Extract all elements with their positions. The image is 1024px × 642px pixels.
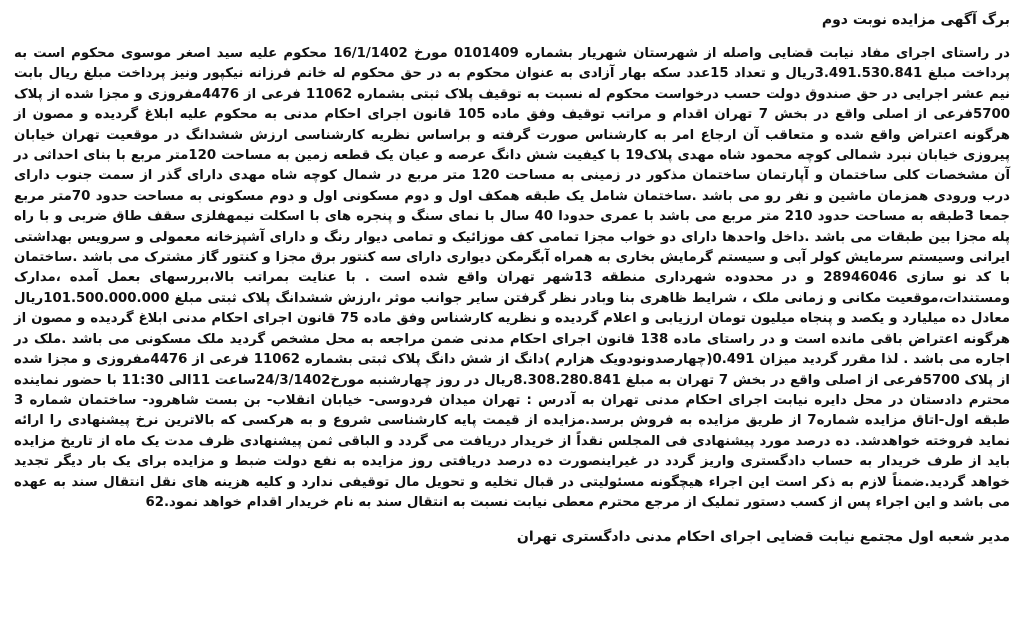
notice-title: برگ آگهی مزایده نوبت دوم [821, 12, 1010, 28]
notice-body: در راستای اجرای مفاد نیابت قضایی واصله از شهرستان شهریار بشماره 0101409 مورخ 16/1/1402 محکوم علیه سید اصغر موسوی محکوم است به پرداخت مبلغ 3.491.530.841ریال و تعداد 15عدد سکه بهار آزادی به عنوان محکوم به در حق محکوم له خانم فرزانه نیکپور ونیز پرداخت مبلغ ریال بابت نیم عشر اجرایی در حق صندوق دولت حسب درخواست محکوم له نسبت به توقیف پلاک ثبتی بشماره 11062 فرعی از 4476مفروزی و مجزا شده از پلاک 5700فرعی از اصلی واقع در بخش 7 تهران اقدام و مراتب توقیف وفق ماده 105 قانون اجرای احکام مدنی به محکوم علیه ابلاغ گردیده و مصون از هرگونه اعتراض واقع شده و متعاقب آن ارجاع امر به کارشناس صورت گرفته و براساس نظریه کارشناسی ارزش ششدانگ در موقعیت تهران خیابان پیروزی خیابان نبرد شمالی کوچه محمود شاه مهدی پلاک19 با کیفیت شش دانگ عرصه و عیان یک قطعه زمین به مساحت 120متر مربع با بنای احداثی در آن مشخصات کلی ساختمان و آپارتمان ساختمان مذکور در زمینی به مساحت 120 متر مربع در شمال کوچه شاه مهدی دارای گذر از سمت جنوب دارای درب ورودی همزمان ماشین و نفر رو می باشد .ساختمان شامل یک طبقه همکف اول و دوم مسکونی اول و دوم مسکونی به مساحت حدود 70متر مربع جمعا 3طبقه به مساحت حدود 210 متر مربع می باشد با عمری حدودا 40 سال با نمای سنگ و پنجره های با اسکلت نیمهفلزی سقف طاق ضربی و با راه پله مجزا بین طبقات می باشد .داخل واحدها دارای دو خواب مجزا تمامی کف موزائیک و تمامی دیوار رنگ و دارای آشپزخانه معمولی و سرویس بهداشتی ایرانی وسیستم سرمایش کولر آبی و سیستم گرمایش بخاری به همراه آبگرمکن دیواری دارای سه کنتور برق مجزا و کنتور گاز مشترک می باشد .ساختمان با کد نو سازی 28946046 و در محدوده شهرداری منطقه 13شهر تهران واقع شده است . با عنایت بمراتب بالا،بررسهای بعمل آمده ،مدارک ومستندات،موقعیت مکانی و زمانی ملک ، شرایط ظاهری بنا وبادر نظر گرفتن سایر جوانب موثر ،ارزش ششدانگ پلاک ثبتی مبلغ 101.500.000.000ریال معادل ده میلیارد و یکصد و پنجاه میلیون تومان ارزیابی و اعلام گردیده و نظریه کارشناس وفق ماده 75 قانون اجرای احکام مدنی ابلاغ گردیده و مصون از هرگونه اعتراض باقی مانده است و در راستای ماده 138 قانون اجرای احکام مدنی ضمن مراجعه به محل مشخص گردید ملک مسکونی می باشد .ملک در اجاره می باشد . لذا مقرر گردید میزان 0.491(چهارصدونودویک هزارم )دانگ از شش دانگ پلاک ثبتی بشماره 11062 فرعی از 4476مفروزی و مجزا شده از پلاک 5700فرعی از اصلی واقع در بخش 7 تهران به مبلغ 8.308.280.841ریال در روز چهارشنبه مورخ24/3/1402ساعت 11الی 11:30 با حضور نماینده محترم دادستان در محل دایره نیابت اجرای احکام مدنی تهران به آدرس : تهران میدان فردوسی- خیابان انقلاب- بن بست شاهرود- ساختمان شماره 3 طبقه اول-اتاق مزایده شماره7 از طریق مزایده به فروش برسد.مزایده از قیمت پایه کارشناسی شروع و به هرکسی که بالاترین نرخ پیشنهادی را ارائه نماید فروخته خواهدشد. ده درصد مورد پیشنهادی فی المجلس نقداً از خریدار دریافت می گردد و الباقی ثمن پیشنهادی ظرف مدت یک ماه از تاریخ مزایده باید از طرف خریدار به حساب دادگستری واریز گردد در غیراینصورت ده درصد دریافتی روز مزایده به نفع دولت ضبط و مزایده برای یک بار دیگر تجدید خواهد گردید.ضمناً لازم به ذکر است این اجراء هیچگونه مسئولیتی در قبال تخلیه و تحویل مال توقیفی ندارد و کلیه هزینه های نقل انتقال سند به عهده می باشد و این اجراء پس از کسب دستور تملیک از مرجع محترم معطی نیابت نسبت به انتقال سند به نام خریدار اقدام خواهد نمود.62 [14, 46, 1011, 510]
notice-signature: مدیر شعبه اول مجتمع نیابت قضایی اجرای احکام مدنی دادگستری تهران [516, 529, 1010, 546]
